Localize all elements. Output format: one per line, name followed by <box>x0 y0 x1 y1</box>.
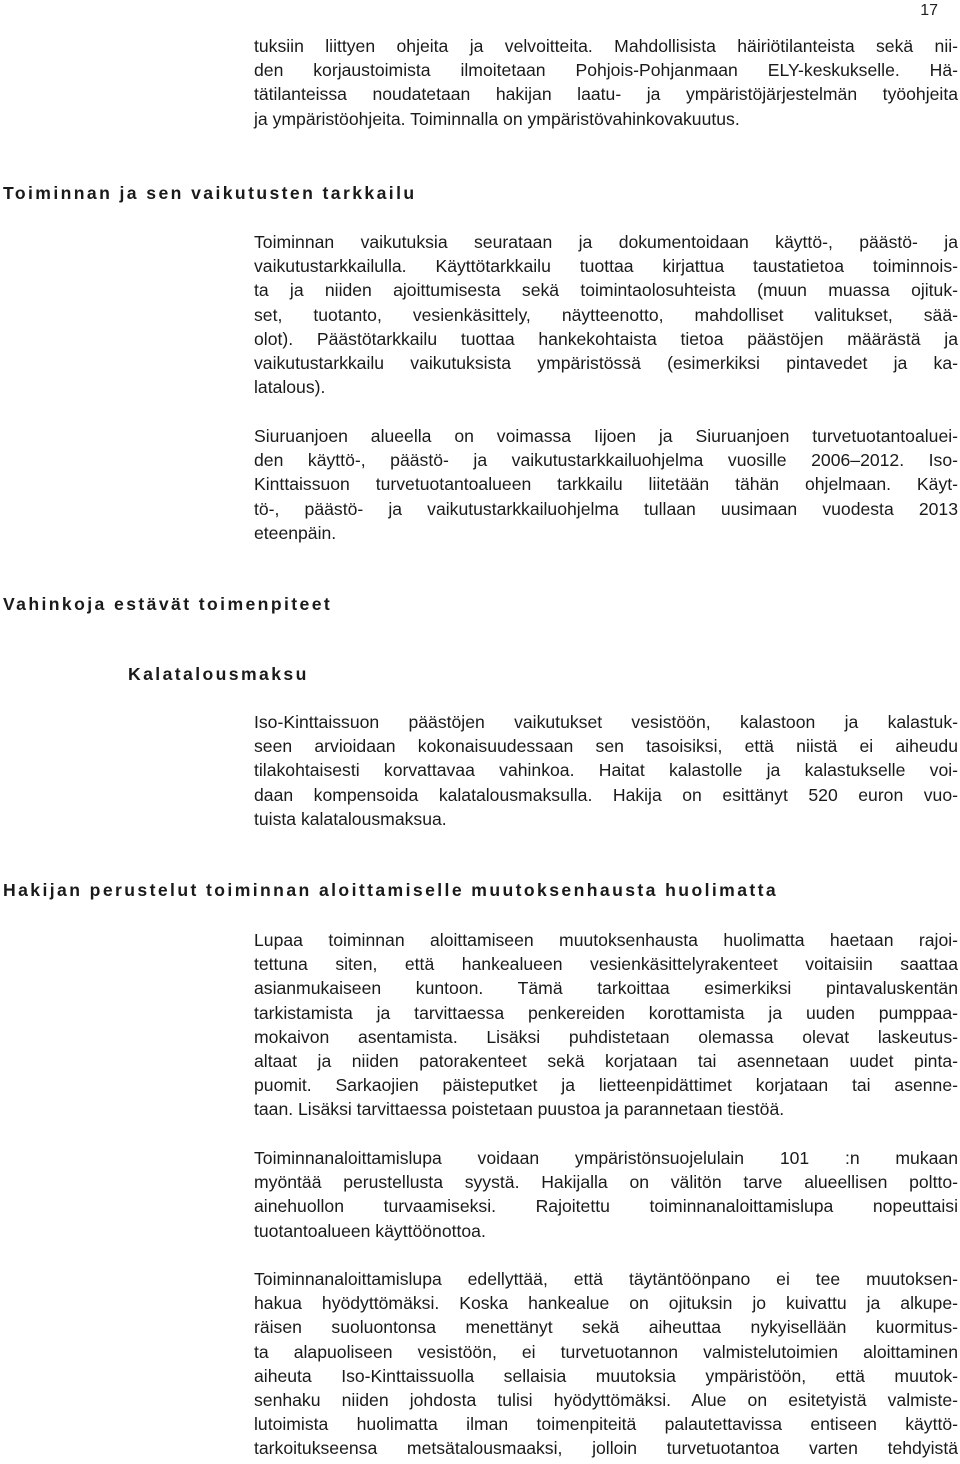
fishery-fee-paragraph <box>254 710 958 831</box>
text-line: vaikutustarkkailulla. Käyttötarkkailu tuottaa kirjattua taustatietoa toiminnois- <box>254 256 958 277</box>
text-line: seen arvioidaan kokonaisuudessaan sen tasoisiksi, että niistä ei aiheudu <box>254 736 958 757</box>
text-line: ta ja niiden ajoittumisesta sekä toimintaolosuhteista (muun muassa ojituk- <box>254 280 958 301</box>
text-line: ainehuollon turvaamiseksi. Rajoitettu toiminnanaloittamislupa nopeuttaisi <box>254 1196 958 1217</box>
text-line: Toiminnanaloittamislupa edellyttää, että täytäntöönpano ei tee muutoksen- <box>254 1269 958 1289</box>
text-line: ja ympäristöohjeita. Toiminnalla on ympäristövahinkovakuutus. <box>254 108 740 129</box>
text-line: den korjaustoimista ilmoitetaan Pohjois-Pohjanmaan ELY-keskukselle. Hä- <box>254 60 958 81</box>
text-line: Toiminnan vaikutuksia seurataan ja dokumentoidaan käyttö-, päästö- ja <box>254 232 958 252</box>
text-line: asianmukaiseen kuntoon. Tämä tarkoittaa esimerkiksi pintavaluskentän <box>254 978 958 999</box>
text-line: Siuruanjoen alueella on voimassa Iijoen ja Siuruanjoen turvetuotantoaluei- <box>254 426 958 446</box>
section-heading-applicant-justification: Hakijan perustelut toiminnan aloittamiselle muutoksenhausta huolimatta <box>3 880 779 900</box>
subsection-heading-fishery-fee: Kalatalousmaksu <box>128 664 309 684</box>
text-line: daan kompensoida kalatalousmaksulla. Hakija on esittänyt 520 euron vuo- <box>254 784 958 805</box>
text-line: tuksiin liittyen ohjeita ja velvoitteita. Mahdollisista häiriötilanteista sekä nii- <box>254 36 958 56</box>
text-line: senhaku niiden johdosta tulisi hyödyttömäksi. Alue on esitetyistä valmiste- <box>254 1390 958 1411</box>
justification-paragraph-2 <box>254 1146 958 1243</box>
text-line: Toiminnanaloittamislupa voidaan ympäristönsuojelulain 101 :n mukaan <box>254 1148 958 1168</box>
text-line: Iso-Kinttaissuon päästöjen vaikutukset vesistöön, kalastoon ja kalastuk- <box>254 712 958 732</box>
text-line: tilakohtaisesti korvattavaa vahinkoa. Haitat kalastolle ja kalastukselle voi- <box>254 760 958 781</box>
justification-paragraph-1 <box>254 928 958 1122</box>
text-line: tätilanteissa noudatetaan hakijan laatu- ja ympäristöjärjestelmän työohjeita <box>254 84 958 105</box>
text-line: lutoimista huolimatta ilman toimenpiteitä palautettavissa entiseen käyttö- <box>254 1414 958 1435</box>
text-line: ta alapuoliseen vesistöön, ei turvetuotannon valmistelutoimien aloittaminen <box>254 1341 958 1362</box>
page-number: 17 <box>920 2 938 19</box>
text-line: tö-, päästö- ja vaikutustarkkailuohjelma tullaan uusimaan vuodesta 2013 <box>254 498 958 519</box>
text-line: tettuna siten, että hankealueen vesienkäsittelyrakenteet voitaisiin saattaa <box>254 954 958 975</box>
section-heading-monitoring: Toiminnan ja sen vaikutusten tarkkailu <box>3 183 417 203</box>
text-line: latalous). <box>254 377 326 398</box>
text-line: vaikutustarkkailu vaikutuksista ympäristössä (esimerkiksi pintavedet ja ka- <box>254 353 958 374</box>
text-line: hakua hyödyttömäksi. Koska hankealue on ojituksin jo kuivattu ja alkupe- <box>254 1293 958 1314</box>
text-line: puomit. Sarkaojien päisteputket ja lietteenpidättimet korjataan tai asenne- <box>254 1075 958 1096</box>
text-line: set, tuotanto, vesienkäsittely, näytteenotto, mahdolliset valitukset, sää- <box>254 304 958 325</box>
text-line: Lupaa toiminnan aloittamiseen muutoksenhausta huolimatta haetaan rajoi- <box>254 930 958 950</box>
text-line: eteenpäin. <box>254 522 337 543</box>
intro-paragraph <box>254 34 958 131</box>
text-line: tarkoitukseensa metsätalousmaaksi, jolloin turvetuotantoa varten tehdyistä <box>254 1438 958 1459</box>
monitoring-paragraph-2 <box>254 424 958 545</box>
monitoring-paragraph-1 <box>254 230 958 399</box>
text-line: räisen suoluontonsa menettänyt sekä aiheuttaa nykyisellään kuormitus- <box>254 1317 958 1338</box>
text-line: mokaivon asentamista. Lisäksi puhdistetaan olemassa olevat laskeutus- <box>254 1026 958 1047</box>
text-line: tuista kalatalousmaksua. <box>254 808 447 829</box>
text-line: tarkistamista ja tarvittaessa penkereiden korottamista ja uuden pumppaa- <box>254 1002 958 1023</box>
section-heading-damage-prevention: Vahinkoja estävät toimenpiteet <box>3 594 333 614</box>
text-line: myöntää perustellusta syystä. Hakijalla on välitön tarve alueellisen poltto- <box>254 1172 958 1193</box>
text-line: taan. Lisäksi tarvittaessa poistetaan puustoa ja parannetaan tiestöä. <box>254 1099 785 1120</box>
text-line: altaat ja niiden patorakenteet sekä korjataan tai asennetaan uudet pinta- <box>254 1051 958 1072</box>
text-line: Kinttaissuon turvetuotantoalueen tarkkailu liitetään tähän ohjelmaan. Käyt- <box>254 474 958 495</box>
text-line: olot). Päästötarkkailu tuottaa hankekohtaista tietoa päästöjen määrästä ja <box>254 328 958 349</box>
justification-paragraph-3 <box>254 1267 958 1461</box>
text-line: tuotantoalueen käyttöönottoa. <box>254 1220 486 1241</box>
text-line: aiheuta Iso-Kinttaissuolla sellaisia muutoksia ympäristöön, että muutok- <box>254 1365 958 1386</box>
text-line: den käyttö-, päästö- ja vaikutustarkkailuohjelma vuosille 2006–2012. Iso- <box>254 450 958 471</box>
